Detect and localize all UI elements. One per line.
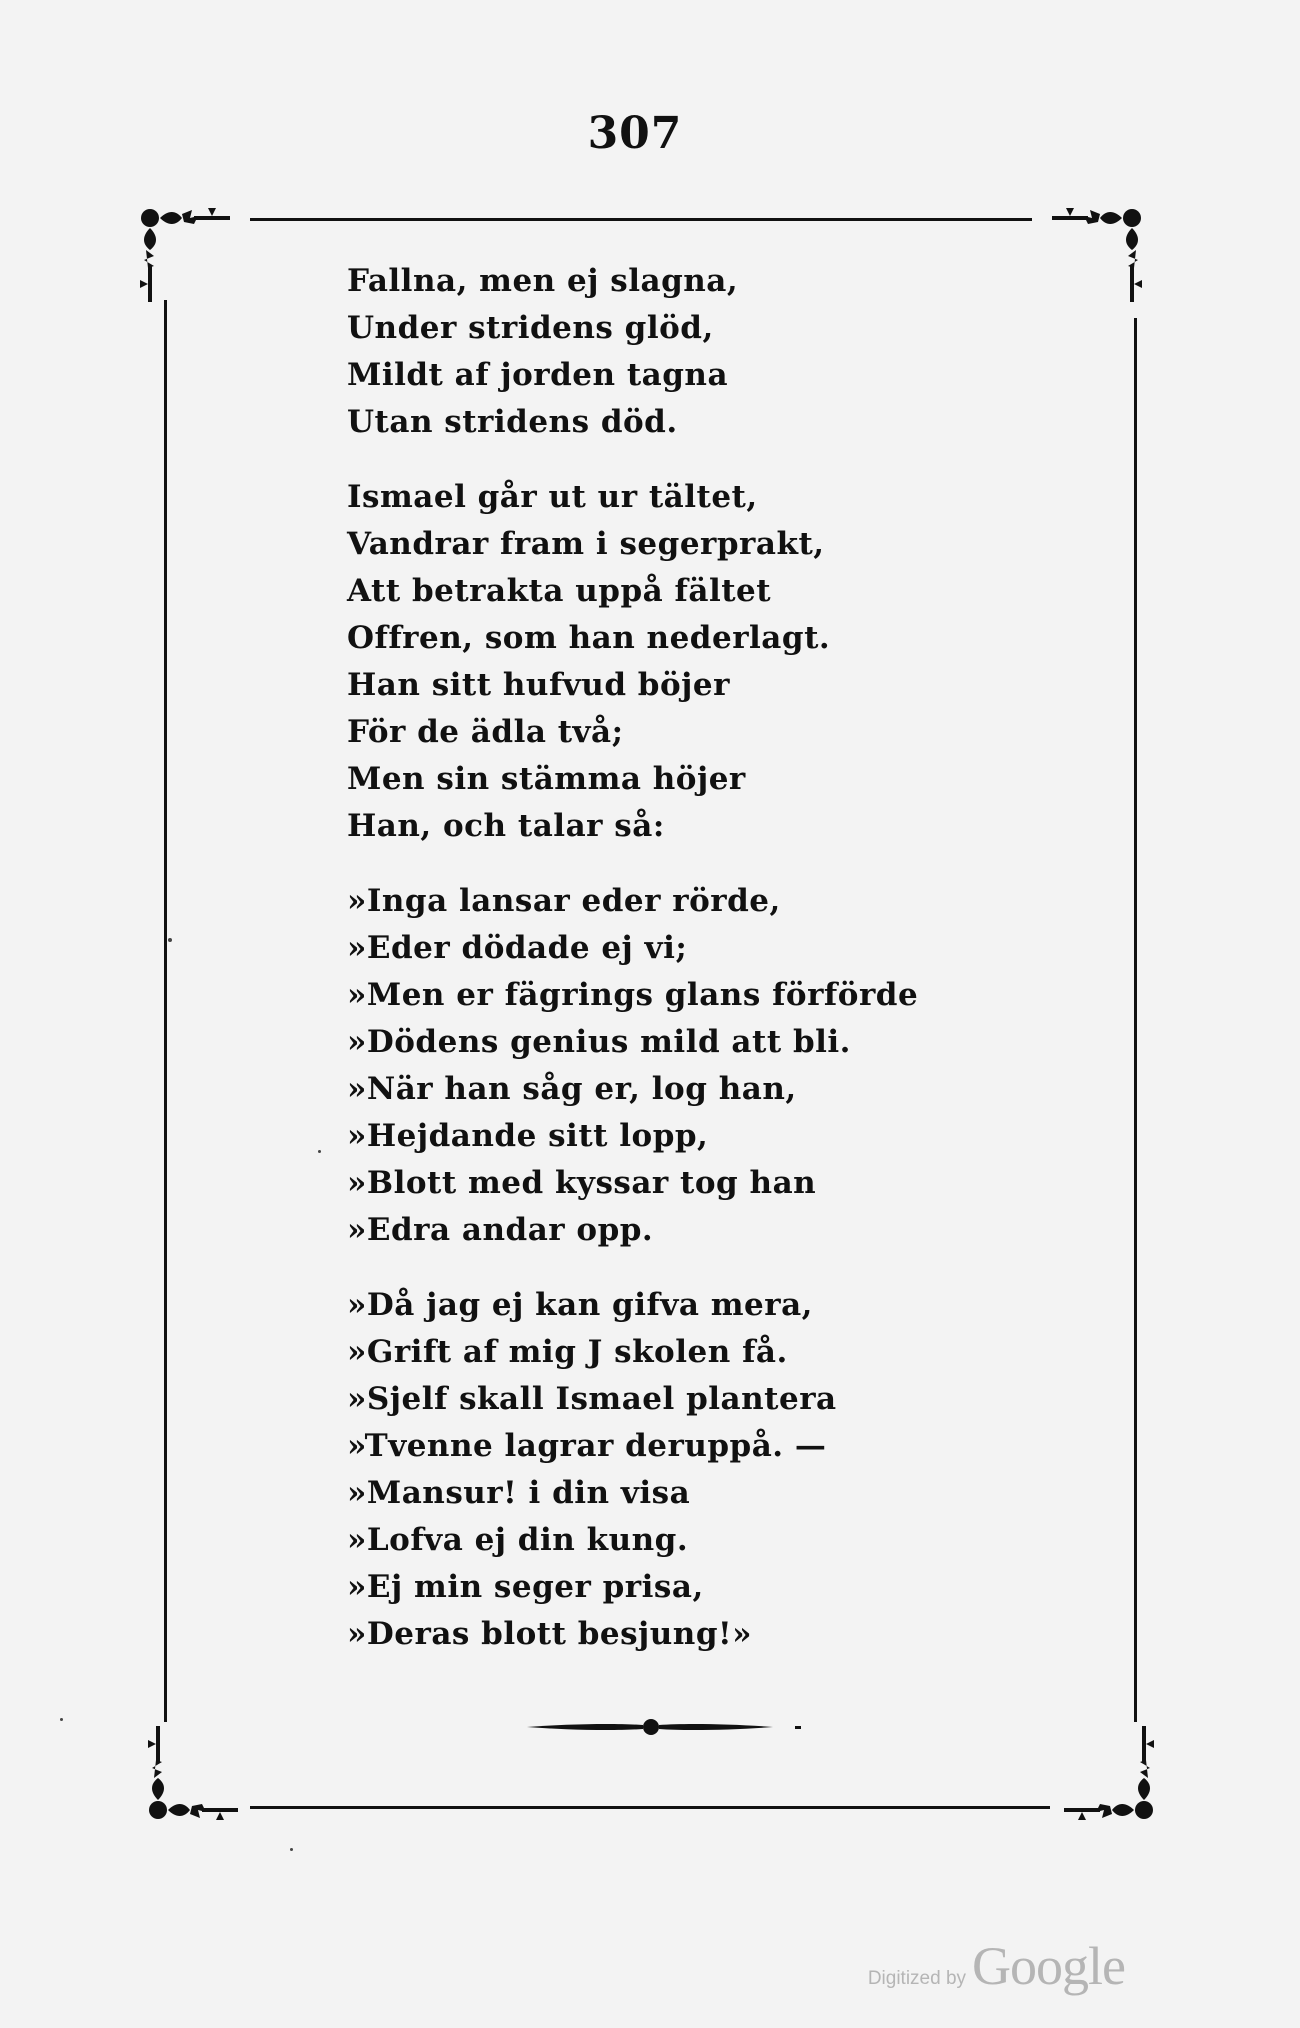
verse-line: »Mansur! i din visa — [347, 1475, 691, 1511]
scan-speck — [60, 1718, 63, 1721]
verse-line: »Lofva ej din kung. — [347, 1522, 689, 1558]
verse-line: Men sin stämma höjer — [347, 761, 746, 797]
verse-line: Offren, som han nederlagt. — [347, 620, 831, 656]
verse-line: Att betrakta uppå fältet — [347, 573, 772, 609]
verse-line: Ismael går ut ur tältet, — [347, 479, 758, 515]
scan-speck — [318, 1150, 321, 1153]
verse-line: »Ej min seger prisa, — [347, 1569, 704, 1605]
verse-line: Fallna, men ej slagna, — [347, 263, 739, 299]
verse-line: »Dödens genius mild att bli. — [347, 1024, 851, 1060]
verse-line: »Sjelf skall Ismael plantera — [347, 1381, 837, 1417]
verse-line: »Tvenne lagrar deruppå. — — [347, 1428, 827, 1464]
verse-line: »Då jag ej kan gifva mera, — [347, 1287, 813, 1323]
digitized-prefix: Digitized by — [867, 1968, 967, 1989]
frame-right-rule — [1134, 318, 1137, 1722]
verse-line: Han, och talar så: — [347, 808, 665, 844]
verse-line: »Edra andar opp. — [347, 1212, 654, 1248]
google-wordmark: Google — [972, 1936, 1125, 1996]
corner-ornament-top-right — [1040, 196, 1150, 306]
verse-line: »Hejdande sitt lopp, — [347, 1118, 709, 1154]
verse-line: Han sitt hufvud böjer — [347, 667, 730, 703]
digitized-watermark — [868, 1935, 1125, 1997]
corner-ornament-bottom-right — [1052, 1722, 1162, 1832]
verse-line: »Grift af mig J skolen få. — [347, 1334, 788, 1370]
frame-left-rule — [164, 300, 167, 1722]
poem-body — [347, 258, 919, 1686]
verse-line: »Men er fägrings glans förförde — [347, 977, 919, 1013]
verse-line: »Deras blott besjung!» — [347, 1616, 753, 1652]
stanza — [347, 258, 907, 446]
scan-speck — [290, 1848, 293, 1851]
verse-line: Utan stridens död. — [347, 404, 678, 440]
frame-bottom-rule — [250, 1806, 1050, 1809]
stanza — [347, 878, 919, 1254]
stanza — [347, 474, 907, 850]
corner-ornament-top-left — [132, 196, 242, 306]
verse-line: Mildt af jorden tagna — [347, 357, 729, 393]
verse-line: »När han såg er, log han, — [347, 1071, 797, 1107]
verse-line: För de ädla två; — [347, 714, 624, 750]
frame-top-rule — [250, 218, 1032, 221]
verse-line: Vandrar fram i segerprakt, — [347, 526, 825, 562]
scan-speck — [168, 938, 172, 942]
page-number: 307 — [587, 108, 683, 159]
verse-line: »Inga lansar eder rörde, — [347, 883, 781, 919]
tailpiece-ornament — [525, 1712, 815, 1742]
verse-line: Under stridens glöd, — [347, 310, 714, 346]
verse-line: »Blott med kyssar tog han — [347, 1165, 817, 1201]
corner-ornament-bottom-left — [140, 1722, 250, 1832]
verse-line: »Eder dödade ej vi; — [347, 930, 688, 966]
stanza — [347, 1282, 907, 1658]
